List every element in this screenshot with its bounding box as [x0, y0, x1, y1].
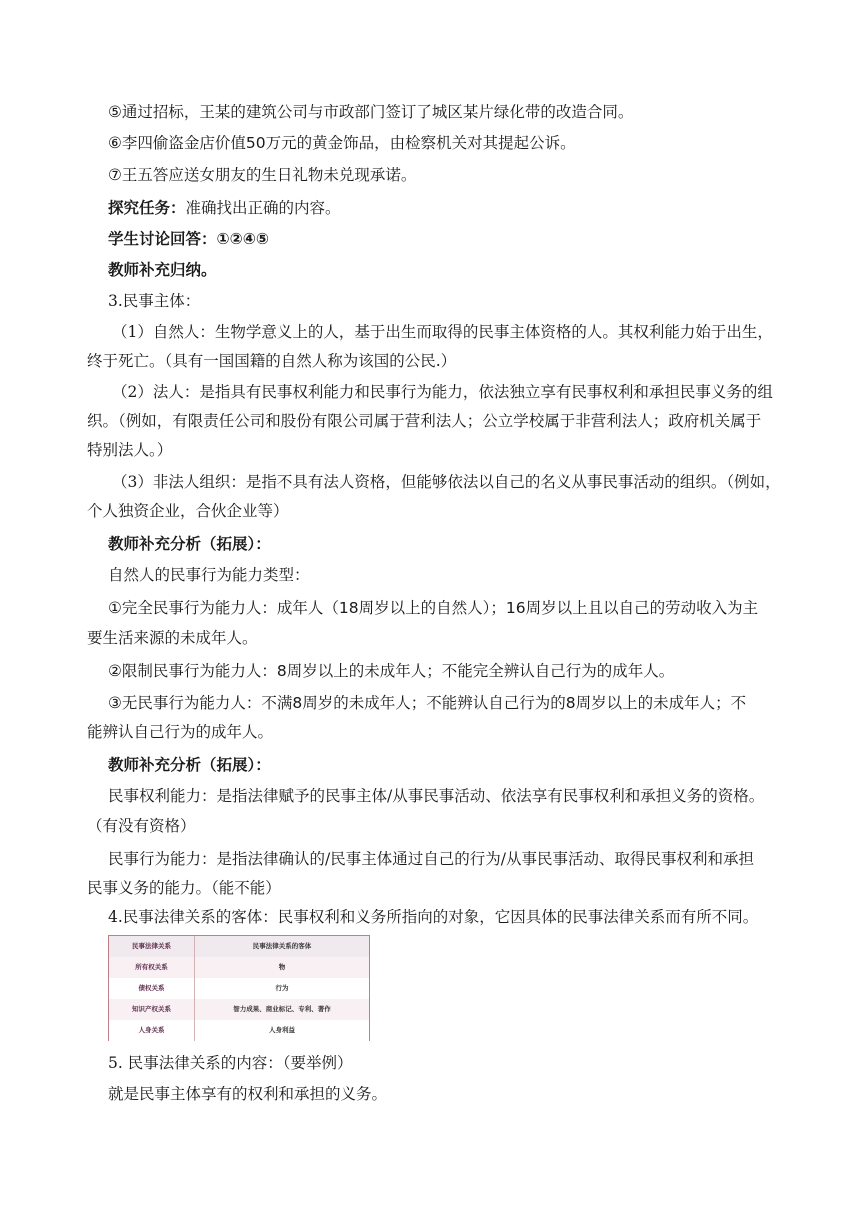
section5-text: 就是民事主体享有的权利和承担的义务。	[108, 1085, 388, 1103]
teacher-summary: 教师补充归纳。	[108, 261, 217, 279]
act-capacity-line2: 民事义务的能力。（能不能）	[87, 879, 281, 897]
task-line	[108, 195, 788, 221]
table-cell: 所有权关系	[109, 957, 195, 978]
legal-person-line1: （2）法人：是指具有民事权利能力和民事行为能力，依法独立享有民事权利和承担民事义务的组	[112, 383, 773, 401]
section3-title: 3.民事主体：	[108, 292, 201, 310]
task-text: 准确找出正确的内容。	[185, 199, 341, 217]
table-cell: 债权关系	[109, 978, 195, 999]
table-header-cell: 民事法律关系的客体	[252, 942, 312, 950]
teacher-analysis-heading-1: 教师补充分析（拓展）：	[108, 535, 271, 553]
table-header-row	[109, 936, 369, 958]
legal-person-line2: 织。（例如，有限责任公司和股份有限公司属于营利法人；公立学校属于非营利法人；政府机关属于	[87, 412, 762, 430]
table-row	[109, 957, 369, 979]
rights-capacity-line2: （有没有资格）	[87, 817, 196, 835]
section5-title: 5. 民事法律关系的内容：（要举例）	[108, 1054, 353, 1072]
natural-person-line2: 终于死亡。（具有一国国籍的自然人称为该国的公民.）	[87, 352, 457, 370]
table-row	[109, 1020, 369, 1041]
table-cell: 行为	[275, 984, 289, 992]
no-capacity-line2: 能辨认自己行为的成年人。	[87, 723, 274, 741]
table-cell: 人身关系	[109, 1020, 195, 1041]
case-line-7: ⑦王五答应送女朋友的生日礼物未兑现承诺。	[108, 166, 417, 184]
table-cell: 人身利益	[269, 1026, 295, 1034]
task-label: 探究任务：	[108, 199, 186, 217]
answer-line	[108, 226, 788, 252]
rights-capacity-line1: 民事权利能力：是指法律赋予的民事主体/从事民事活动、依法享有民事权利和承担义务的资格。	[108, 787, 765, 805]
non-legal-line1: （3）非法人组织：是指不具有法人资格，但能够依法以自己的名义从事民事活动的组织。（例如，	[112, 473, 781, 491]
no-capacity-line1: ③无民事行为能力人：不满8周岁的未成年人；不能辨认自己行为的8周岁以上的未成年人；不	[108, 694, 747, 712]
legal-person-line3: 特别法人。）	[87, 441, 173, 459]
natural-person-line1: （1）自然人：生物学意义上的人，基于出生而取得的民事主体资格的人。其权利能力始于出生，	[112, 323, 773, 341]
limited-capacity-line: ②限制民事行为能力人：8周岁以上的未成年人；不能完全辨认自己行为的成年人。	[108, 662, 675, 680]
case-line-5: ⑤通过招标，王某的建筑公司与市政部门签订了城区某片绿化带的改造合同。	[108, 103, 634, 121]
full-capacity-line2: 要生活来源的未成年人。	[87, 629, 258, 647]
answer-label: 学生讨论回答：	[108, 230, 217, 248]
table-cell: 智力成果、商业标记、专利、著作	[233, 1005, 331, 1013]
table-cell: 物	[278, 963, 286, 971]
section4-title: 4.民事法律关系的客体：民事权利和义务所指向的对象，它因具体的民事法律关系而有所不同。	[108, 908, 759, 926]
table-header-cell: 民事法律关系	[109, 936, 195, 957]
capacity-types-title: 自然人的民事行为能力类型：	[108, 566, 310, 584]
table-row	[109, 999, 369, 1021]
table-cell: 知识产权关系	[109, 999, 195, 1020]
full-capacity-line1: ①完全民事行为能力人：成年人（18周岁以上的自然人）；16周岁以上且以自己的劳动收入为主	[108, 599, 759, 617]
case-line-6: ⑥李四偷盗金店价值50万元的黄金饰品，由检察机关对其提起公诉。	[108, 134, 576, 152]
object-table	[108, 935, 370, 1041]
act-capacity-line1: 民事行为能力：是指法律确认的/民事主体通过自己的行为/从事民事活动、取得民事权利和承担	[108, 850, 754, 868]
table-row	[109, 978, 369, 1000]
non-legal-line2: 个人独资企业，合伙企业等）	[87, 502, 289, 520]
teacher-analysis-heading-2: 教师补充分析（拓展）：	[108, 756, 271, 774]
answer-text: ①②④⑤	[216, 230, 270, 248]
